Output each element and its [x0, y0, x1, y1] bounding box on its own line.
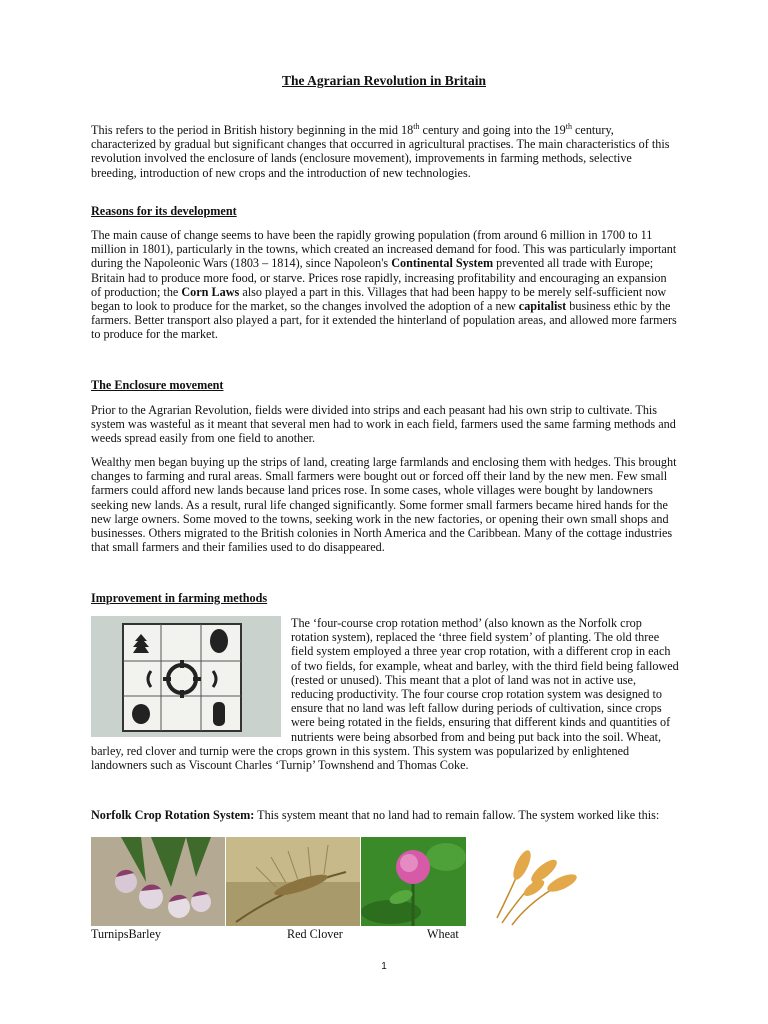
reasons-text-1: The main cause of change seems to have been the rapidly growing population (from around 6 million in 1700 to 11 million in 1801), particularly in the towns, which created an increased demand for food. This was particularly important during the Napoleonic Wars (1803 – 1814), since Napoleon's	[91, 228, 677, 271]
reasons-heading: Reasons for its development	[91, 204, 237, 218]
barley-photo	[226, 837, 360, 926]
corn-laws-term: Corn Laws	[181, 284, 240, 299]
norfolk-paragraph	[91, 808, 679, 822]
enclosure-paragraph-2: Wealthy men began buying up the strips of land, creating large farmlands and enclosing them with hedges. This brought changes to farming and rural areas. Small farmers were bought out or forced off their land by the new men. Few small farmers could afford new lands because land prices rose. In some cases, whole villages were bought by landowners seeking new lands. As a result, rural life changed significantly. Some former small farmers became hired hands for the new large owners. Some moved to the towns, seeking work in the new factories, or opening their own small shops and businesses. Others migrated to the British colonies in North America and the Caribbean. Many of the cottage industries that small farmers and their families used to do disappeared.	[91, 455, 677, 555]
page-title: The Agrarian Revolution in Britain	[281, 73, 487, 88]
reasons-text-2: prevented all trade with Europe; Britain had to produce more food, or starve. Prices rose rapidly, increasing profitability and encouraging an expansion of production; the	[91, 256, 667, 299]
wheat-photo	[482, 843, 587, 927]
norfolk-label: Norfolk Crop Rotation System:	[91, 808, 255, 822]
red-clover-caption: Red Clover	[287, 927, 343, 941]
page-number: 1	[381, 961, 387, 972]
reasons-text-3: also played a part in this. Villages that had been happy to be merely self-sufficient now began to look to produce for the market, so the changes involved the adoption of a new	[91, 284, 667, 314]
intro-sup-1: th	[413, 121, 420, 131]
improvement-text: The ‘four-course crop rotation method’ (also known as the Norfolk crop rotation system), replaced the ‘three field system’ of planting. The old three field system employed a three year crop rotation, with a different crop in each of two fields, for example, wheat and barley, with the third field being fallowed (rested or unused). This meant that a plot of land was not in active use, reducing productivity. The four course crop rotation system was designed to ensure that no land was left fallow during periods of cultivation, since crops were being rotated in the fields, ensuring that different kinds and quantities of nutrients were being absorbed from and being put back into the soil. Wheat, barley, red clover and turnip were the crops grown in this system. This system was popularized by enlightened landowners such as Viscount Charles ‘Turnip’ Townshend and Thomas Coke.	[91, 616, 679, 773]
turnips-photo	[91, 837, 225, 926]
enclosure-heading: The Enclosure movement	[91, 378, 224, 392]
capitalist-term: capitalist	[518, 299, 567, 314]
intro-text-1: This refers to the period in British history beginning in the mid 18	[91, 123, 414, 137]
intro-text-2: century and going into the 19	[419, 123, 566, 137]
wheat-caption: Wheat	[427, 927, 459, 941]
intro-sup-2: th	[565, 121, 572, 131]
reasons-paragraph	[91, 228, 679, 342]
red-clover-photo	[361, 837, 466, 926]
enclosure-paragraph-1: Prior to the Agrarian Revolution, fields were divided into strips and each peasant had his own strip to cultivate. This system was wasteful as it meant that several men had to work in each field, farmers used the same farming methods and weeds spread easily from one field to another.	[91, 403, 676, 446]
improvement-heading: Improvement in farming methods	[91, 591, 268, 605]
intro-text-3: century, characterized by gradual but significant changes that occurred in agricultural practises. The main characteristics of this revolution involved the enclosure of lands (enclosure movement), improvements in farming methods, selective breeding, introduction of new crops and the introduction of new technologies.	[91, 123, 670, 180]
crop-rotation-diagram-image	[91, 616, 281, 737]
reasons-text-4: business ethic by the farmers. Better transport also played a part, for it extended the hinterland of population areas, and allowed more farmers to produce for the market.	[91, 299, 677, 342]
intro-paragraph	[91, 123, 679, 180]
continental-system-term: Continental System	[391, 256, 494, 271]
improvement-paragraph	[91, 616, 679, 772]
norfolk-text: This system meant that no land had to remain fallow. The system worked like this:	[254, 808, 660, 822]
turnips-barley-caption: TurnipsBarley	[91, 927, 161, 941]
